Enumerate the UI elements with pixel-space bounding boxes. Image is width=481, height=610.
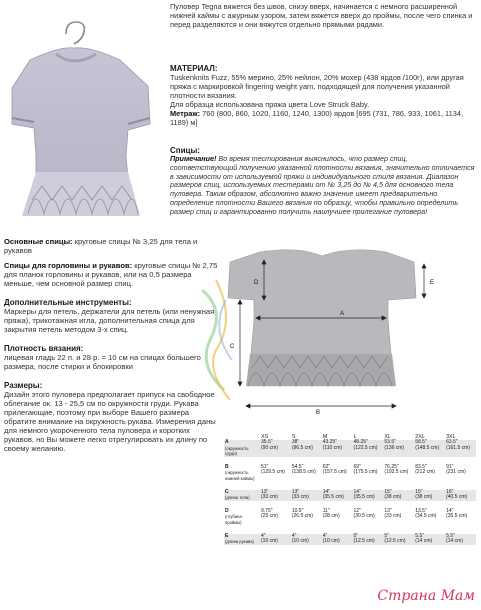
main-needles — [4, 237, 218, 255]
needles-note — [170, 155, 476, 217]
table-cell: (30.5 cm) — [353, 513, 375, 520]
table-cell: 62" — [322, 463, 331, 470]
table-cell: (10 cm) — [291, 539, 322, 545]
left-column — [4, 237, 218, 453]
table-cell: (231 cm) — [446, 469, 466, 476]
table-cell: (10 cm) — [322, 539, 353, 545]
main-needles-label: Основные спицы: — [4, 237, 73, 246]
material-meters — [170, 109, 476, 127]
tools-heading: Дополнительные инструменты: — [4, 298, 132, 307]
table-cell: 53.5" — [383, 440, 414, 446]
row-name: (длина рукава) — [224, 539, 260, 545]
label-c: C — [230, 344, 235, 350]
table-cell: (38 cm) — [414, 495, 445, 501]
table-cell: (14 cm) — [445, 539, 476, 545]
table-cell: 5.5" — [445, 534, 476, 540]
table-row — [224, 514, 476, 525]
material-sample: Для образца использована пряжа цвета Love Struck Baby. — [170, 100, 370, 109]
table-cell: 13" — [260, 490, 291, 496]
table-cell: (90 cm) — [260, 446, 291, 457]
row-letter: D — [225, 507, 229, 514]
row-name: (окружность нижней каймы) — [225, 470, 255, 481]
table-cell: 51" — [261, 463, 269, 470]
table-cell: 5" — [383, 534, 414, 540]
table-cell: (40.5 cm) — [445, 495, 476, 501]
row-name: (окружность груди) — [224, 446, 260, 457]
table-cell: (96.5 cm) — [291, 446, 322, 457]
table-cell: (28 cm) — [322, 513, 340, 520]
table-cell: (122.5 cm) — [353, 446, 384, 457]
table-cell: (12.5 cm) — [383, 539, 414, 545]
table-cell: (212 cm) — [415, 469, 435, 476]
table-cell: (33 cm) — [384, 513, 402, 520]
table-cell: 15" — [383, 490, 414, 496]
table-cell: 4" — [260, 534, 291, 540]
table-cell: 91" — [446, 463, 454, 470]
table-cell: 43.25" — [322, 440, 353, 446]
table-row — [224, 446, 476, 457]
table-cell: 76.25" — [384, 463, 399, 470]
table-cell: 14" — [353, 490, 384, 496]
meters-label: Метраж: — [170, 109, 201, 118]
table-row — [224, 539, 476, 545]
row-letter: A — [224, 440, 260, 446]
table-cell: (161.5 cm) — [445, 446, 476, 457]
gauge-text: лицевая гладь 22 п. и 28 р. = 10 см на спицах большего размера, после стирки и блокировки — [4, 353, 201, 371]
table-cell: 15" — [414, 490, 445, 496]
main-needles-text: круговые спицы № 3,25 для тела и рукавов — [4, 237, 198, 255]
table-cell: (14 cm) — [414, 539, 445, 545]
table-cell: (35.5 cm) — [322, 495, 353, 501]
table-cell: (25 cm) — [261, 513, 278, 520]
row-name: (глубина проймы) — [225, 514, 242, 525]
needles-note-text: Во время тестирования выяснилось, что размер спиц, соответствующий получению указанной плотности вязания, значительно отличается в зависимости от используемой пряжи и индивидуального стиля вязания. Диапазон размеров спиц, используемых тестерами от № 3,25 до № 4,5 для основного тела пуловера. Таким образом, абсолютно важно значение имеет предварительно определение плотности Вашего вязания по образцу, чтобы правильно определить размер спиц и гарантированно получить наилучшее прилегание пуловера! — [170, 154, 475, 216]
row-letter: E — [224, 534, 260, 540]
table-cell: (175.5 cm) — [353, 469, 378, 476]
table-cell: (138.5 cm) — [291, 469, 316, 476]
size-header: S — [291, 434, 296, 440]
table-cell: (129.5 cm) — [261, 469, 285, 476]
table-cell: 4" — [322, 534, 353, 540]
table-cell: 4" — [291, 534, 322, 540]
material-text: Tuskenknits Fuzz, 55% мерино, 25% нейлон, 20% мохер (438 ярдов /100г), или другая пряжа с маркировкой fingering weight yarn, подходящей для получения указанной плотности вязания. — [170, 73, 464, 100]
table-cell: (148.5 cm) — [414, 446, 445, 457]
material-heading: МАТЕРИАЛ: — [170, 64, 218, 73]
table-row — [224, 470, 476, 481]
table-cell: 13" — [291, 490, 322, 496]
watermark: Страна Мам — [377, 588, 475, 604]
intro-block — [170, 2, 476, 29]
table-cell: 11" — [322, 507, 330, 514]
table-cell: (33 cm) — [291, 495, 322, 501]
row-name: (длина тела) — [224, 495, 260, 501]
table-cell: 13.5" — [415, 507, 427, 514]
table-cell: (26.5 cm) — [291, 513, 313, 520]
table-cell: 14" — [446, 507, 454, 514]
table-cell: 9.75" — [261, 507, 273, 514]
table-cell: (34.5 cm) — [415, 513, 437, 520]
table-cell: 83.5" — [415, 463, 427, 470]
table-cell: 63.5" — [445, 440, 476, 446]
sizes-text: Дизайн этого пуловера предполагает припуск на свободное облегание ок. 13 - 25,5 см по окружности груди. Рукава прилегающие, поэтому при выборе Вашего размера обратите внимание на окружность рукава. Измерения даны для немного укороченного тела пуловера и коротких рукавов, но Вы можете легко отрегулировать их длину по своему желанию. — [4, 390, 216, 453]
sizes-heading: Размеры: — [4, 381, 43, 390]
neck-needles — [4, 261, 218, 288]
size-header: L — [353, 434, 357, 440]
table-cell: (10 cm) — [260, 539, 291, 545]
size-header: XL — [384, 434, 391, 440]
table-cell: (35.5 cm) — [353, 495, 384, 501]
row-letter: B — [225, 463, 229, 470]
table-cell: (110 cm) — [322, 446, 353, 457]
table-cell: 38" — [291, 440, 322, 446]
table-cell: 5" — [353, 534, 384, 540]
table-cell: (193.5 cm) — [384, 469, 409, 476]
label-a: A — [340, 311, 345, 317]
meters-value: 760 (800, 860, 1020, 1160, 1240, 1300) ярдов [695 (731, 786, 933, 1061, 1134, 1189) м] — [170, 109, 463, 127]
table-cell: 69" — [353, 463, 361, 470]
intro-text: Пуловер Tegna вяжется без швов, снизу вверх, начинается с немного расширенной нижней каймы с ажурным узором, затем вяжется вверх до проймы, после чего спинка и перед разделяются и они вяжутся отдельно прямыми рядами. — [170, 2, 473, 29]
table-cell: (157.5 cm) — [322, 469, 347, 476]
label-e: E — [430, 280, 435, 286]
table-cell: (12.5 cm) — [353, 539, 384, 545]
needles-note-block — [170, 146, 476, 217]
neck-needles-label: Спицы для горловины и рукавов: — [4, 261, 133, 270]
table-cell: (35.5 cm) — [446, 513, 468, 520]
table-cell: 48.25" — [353, 440, 384, 446]
table-cell: 13" — [384, 507, 392, 514]
table-cell: 5.5" — [414, 534, 445, 540]
table-cell: (38 cm) — [383, 495, 414, 501]
label-b: B — [316, 410, 321, 416]
gauge-heading: Плотность вязания: — [4, 344, 84, 353]
size-table — [224, 434, 476, 545]
size-header: M — [322, 434, 328, 440]
size-header: 3XL — [446, 434, 456, 440]
table-cell: 54.5" — [291, 463, 304, 470]
table-cell: 12" — [353, 507, 361, 514]
tools-text: Маркеры для петель, держатели для петель (или ненужная пряжа), трикотажная игла, дополнительная спица для закрытия петель методом 3-х спиц. — [4, 307, 215, 334]
needles-note-label: Примечание! — [170, 154, 217, 163]
neck-needles-text: круговые спицы № 2,75 для планок горловины и рукавов, или на 0,5 размера меньше, чем основной размер спиц. — [4, 261, 218, 288]
table-cell: (33 cm) — [260, 495, 291, 501]
table-cell: 14" — [322, 490, 353, 496]
size-header: XS — [261, 434, 269, 440]
material-block — [170, 64, 476, 127]
schematic-diagram — [218, 236, 480, 432]
table-cell: 35.5" — [260, 440, 291, 446]
table-cell: (136 cm) — [383, 446, 414, 457]
sweater-photo — [0, 0, 160, 240]
table-cell: 16" — [445, 490, 476, 496]
needles-heading: Спицы: — [170, 146, 200, 155]
row-letter: C — [224, 490, 260, 496]
table-cell: 58.5" — [414, 440, 445, 446]
table-cell: 10.5" — [291, 507, 304, 514]
size-header: 2XL — [415, 434, 425, 440]
label-d: D — [254, 280, 259, 286]
